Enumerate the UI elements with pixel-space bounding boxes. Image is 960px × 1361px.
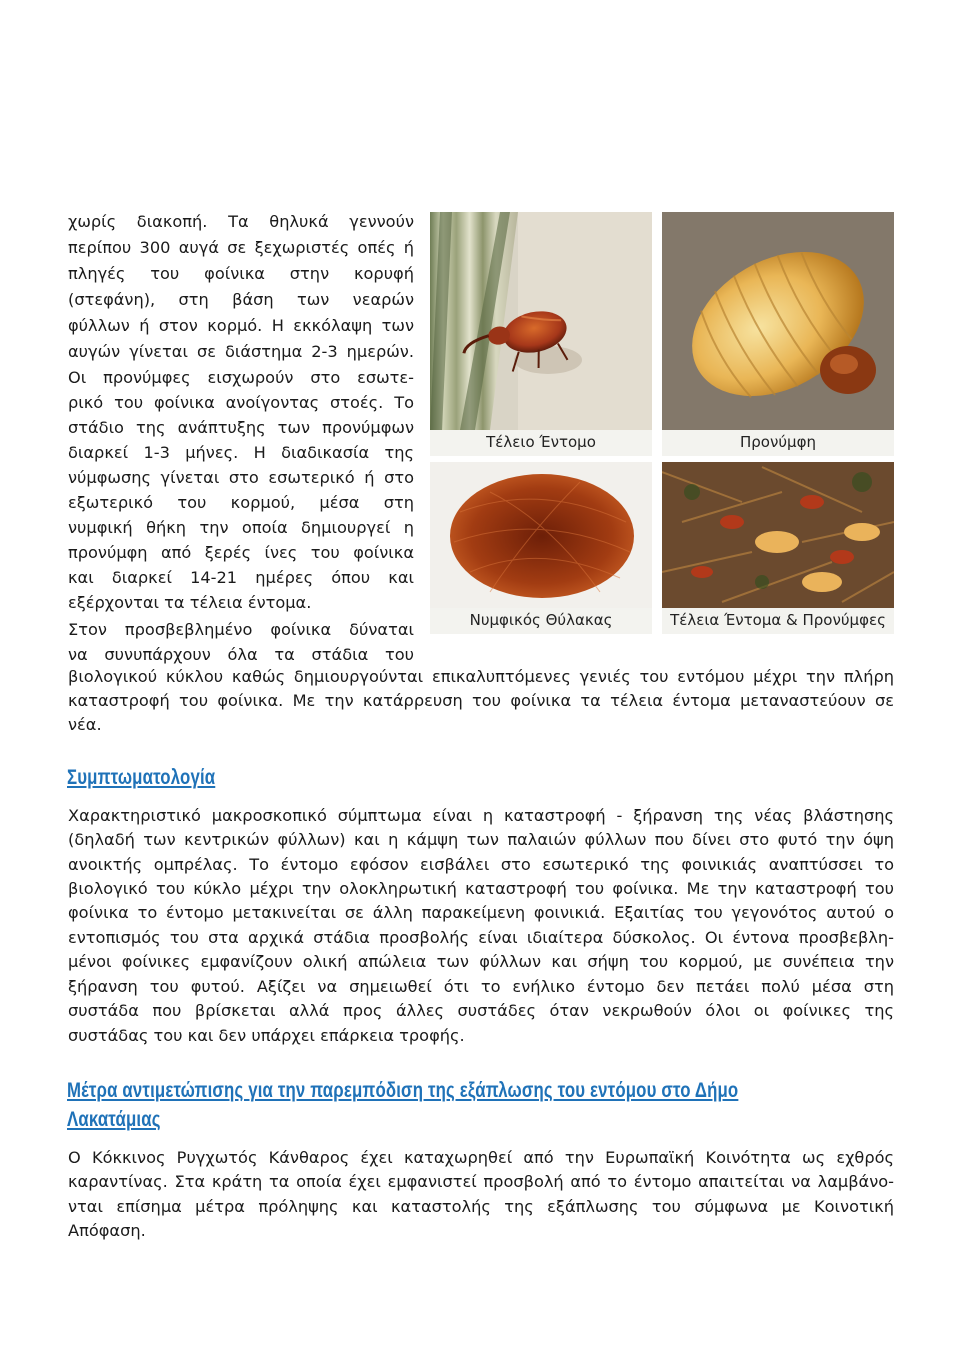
intro-line: Στον προσβεβλημένο φοίνικα δύναται [68,620,414,639]
caption-cocoon: Νυμφικός Θύλακας [469,611,613,629]
intro-line: Οι προνύμφες εισχωρούν στο εσωτε- [68,368,414,387]
symptoms-line: μένοι φοίνικες εμφανίζουν ολική απώλεια των φύλλων και σήψη του κορμού, με συνέπεια την [68,952,894,971]
symptoms-line: εντοπισμός του στα αρχικά στάδια προσβολής είναι ιδιαίτερα δύσκολος. Οι έντονα προσβεβλη- [68,928,894,947]
measures-line: Ο Κόκκινος Ρυγχωτός Κάνθαρος έχει καταχωρηθεί από την Ευρωπαϊκή Κοινότητα ως εχθρός [68,1148,894,1167]
symptoms-line: φοίνικα το έντομο μετακινείται σε άλλη παρακείμενη φοινικιά. Εξαιτίας του γεγονότος αυτού ο [68,903,894,922]
symptoms-line: (δηλαδή των κεντρικών φύλλων) και η κάμψη των παλαιών φύλλων που δίνει στο φυτό την όψη [68,830,894,849]
intro-line: νύμφωσης γίνεται στο εσωτερικό ή στο [68,468,414,487]
adults-larvae-photo [662,462,894,608]
symptoms-line: Χαρακτηριστικό μακροσκοπικό σύμπτωμα είναι η καταστροφή - ξήρανση της νέας βλάστησης [68,806,894,825]
caption-adults-larvae: Τέλεια Έντομα & Προνύμφες [670,611,886,629]
adult-beetle-photo [430,212,652,430]
intro-line: αυγών γίνεται σε διάστημα 2-3 ημερών. [68,342,414,361]
cocoon-photo [430,462,652,608]
symptoms-line: βιολογικό του κύκλο μέχρι την ολοκληρωτική καταστροφή του φοίνικα. Με την καταστροφή του [68,879,894,898]
intro-line: στάδιο της ανάπτυξης των προνύμφων [68,418,414,437]
intro-line: (στεφάνη), στη βάση των νεαρών [68,290,414,309]
measures-line: νται επίσημα μέτρα πρόληψης και καταστολής της εξάπλωσης του σύμφωνα με Κοινοτική [68,1197,894,1216]
intro-line: πληγές του φοίνικα στην κορυφή [68,264,414,283]
continuation-line: νέα. [68,715,102,734]
intro-line: διαρκεί 1-3 μήνες. Η διαδικασία της [68,443,414,462]
continuation-line: βιολογικού κύκλου καθώς δημιουργούνται επικαλυπτόμενες γενιές του εντόμου μέχρι την πλήρη [68,667,894,686]
intro-line: εξέρχονται τα τέλεια έντομα. [68,593,312,612]
section-heading-measures-line1: Μέτρα αντιμετώπισης για την παρεμπόδιση της εξάπλωσης του εντόμου στο Δήμο [67,1079,739,1102]
continuation-line: καταστροφή του φοίνικα. Με την κατάρρευση του φοίνικα τα τέλεια έντομα μεταναστεύουν σε [68,691,894,710]
section-heading-measures-line2: Λακατάμιας [67,1108,161,1131]
intro-line: νυμφική θήκη την οποία δημιουργεί η [68,518,414,537]
intro-line: φύλλων ή στον κορμό. Η εκκόλαψη των [68,316,414,335]
caption-adult: Τέλειο Έντομο [486,433,596,451]
symptoms-line: ανοικτής ομπρέλας. Το έντομο εφόσον εισβάλει στο εσωτερικό της φοινικιάς αναπτύσσει το [68,855,894,874]
intro-line: προνύμφη από ξερές ίνες του φοίνικα [68,543,414,562]
intro-line: και διαρκεί 14-21 ημέρες όπου και [68,568,414,587]
measures-line: Απόφαση. [68,1221,146,1240]
intro-line: εξωτερικό του κορμού, μέσα στη [68,493,414,512]
intro-line: χωρίς διακοπή. Τα θηλυκά γεννούν [68,212,414,231]
symptoms-line: ξήρανση του φυτού. Αξίζει να σημειωθεί ότι το ενήλικο έντομο δεν πετάει πολύ μέσα στη [68,977,894,996]
section-heading-symptoms: Συμπτωματολογία [67,766,216,789]
caption-larva: Προνύμφη [740,433,816,451]
measures-line: καραντίνας. Στα κράτη τα οποία έχει εμφανιστεί προσβολή από το έντομο απαιτείται να λαμβάνο- [68,1172,894,1191]
intro-line: περίπου 300 αυγά σε ξεχωριστές οπές ή [68,238,414,257]
larva-photo [662,212,894,430]
symptoms-line: συστάδας του και δεν υπάρχει επάρκεια τροφής. [68,1026,465,1045]
intro-line: να συνυπάρχουν όλα τα στάδια του [68,645,414,664]
symptoms-line: συστάδα που βρίσκεται αλλά προς άλλες συστάδες όταν νεκρωθούν όλοι οι φοίνικες της [68,1001,894,1020]
intro-line: ρικό του φοίνικα ανοίγοντας στοές. Το [68,393,414,412]
